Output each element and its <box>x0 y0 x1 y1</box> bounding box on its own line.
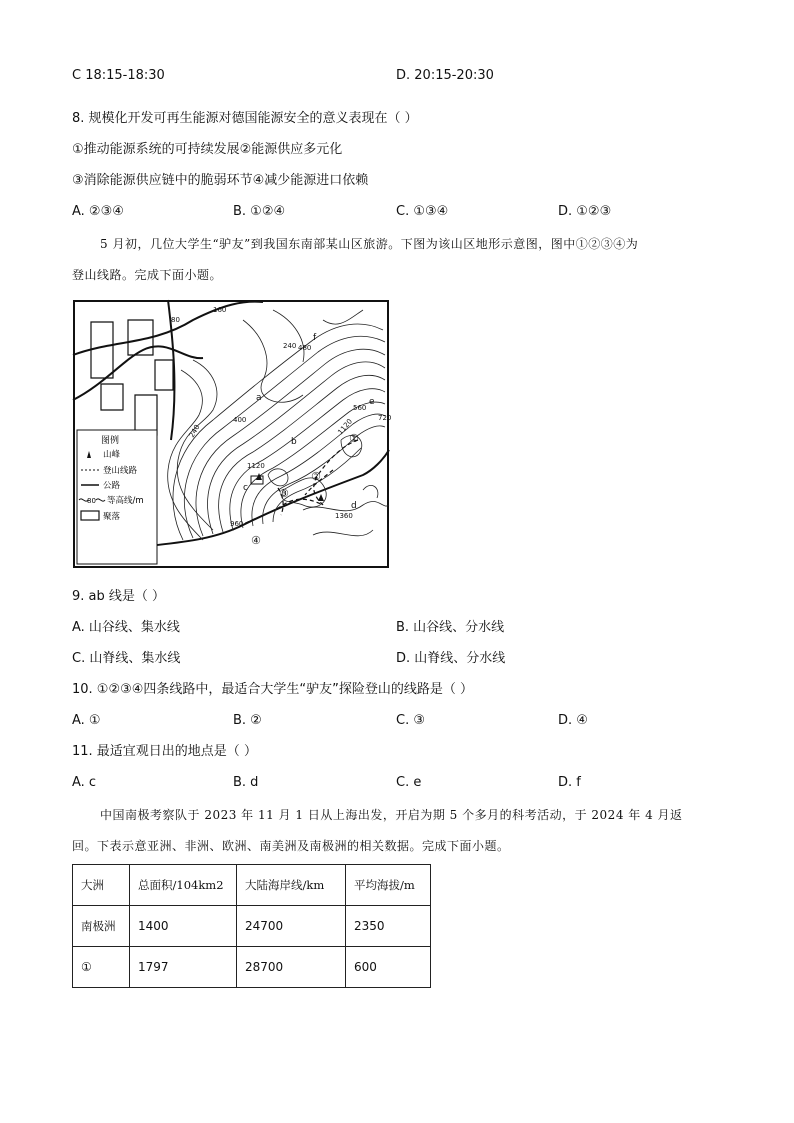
table-header-cell: 总面积/104km2 <box>130 865 237 906</box>
q9-stem: 9. ab 线是（ ） <box>72 589 166 604</box>
table-cell: 600 <box>346 947 431 988</box>
table-row <box>73 947 431 988</box>
svg-text:④: ④ <box>251 534 261 547</box>
svg-text:③: ③ <box>279 487 289 500</box>
q9-option-c: C. 山脊线、集水线 <box>72 651 181 666</box>
svg-text:1360: 1360 <box>335 512 353 520</box>
passage2-line1: 中国南极考察队于 2023 年 11 月 1 日从上海出发，开启为期 5 个多月的科考活动，于 2024 年 4 月返 <box>100 808 683 822</box>
table-header-cell: 平均海拔/m <box>346 865 431 906</box>
q8-option-c: C. ①③④ <box>396 204 449 219</box>
table-header-row <box>73 865 431 906</box>
table-header-cell: 大洲 <box>73 865 130 906</box>
legend-peak-label: 山峰 <box>103 450 121 460</box>
svg-text:e: e <box>369 397 375 407</box>
legend-settlement-label: 聚落 <box>103 512 121 522</box>
svg-text:1120: 1120 <box>247 462 265 470</box>
svg-text:①: ① <box>349 432 359 445</box>
table-row <box>73 906 431 947</box>
table-cell: 1400 <box>130 906 237 947</box>
legend-title: 图例 <box>101 436 120 446</box>
table-header-cell: 大陆海岸线/km <box>237 865 346 906</box>
q10-option-b: B. ② <box>233 713 262 728</box>
svg-text:1120: 1120 <box>336 417 354 437</box>
svg-text:a: a <box>256 393 262 403</box>
q11-stem: 11. 最适宜观日出的地点是（ ） <box>72 744 257 759</box>
svg-text:d: d <box>351 501 357 511</box>
q8-statement-line1: ①推动能源系统的可持续发展②能源供应多元化 <box>72 142 343 157</box>
passage2-line2: 回。下表示意亚洲、非洲、欧洲、南美洲及南极洲的相关数据。完成下面小题。 <box>72 839 510 853</box>
q10-stem: 10. ①②③④四条线路中，最适合大学生“驴友”探险登山的线路是（ ） <box>72 682 474 697</box>
q9-option-d: D. 山脊线、分水线 <box>396 651 506 666</box>
q11-option-b: B. d <box>233 775 259 790</box>
q8-option-d: D. ①②③ <box>558 204 612 219</box>
svg-text:480: 480 <box>298 344 312 352</box>
q11-option-c: C. e <box>396 775 422 790</box>
table-cell: 1797 <box>130 947 237 988</box>
q10-option-c: C. ③ <box>396 713 425 728</box>
legend-road-label: 公路 <box>103 481 121 491</box>
q8-stem: 8. 规模化开发可再生能源对德国能源安全的意义表现在（ ） <box>72 111 418 126</box>
q10-option-a: A. ① <box>72 713 101 728</box>
svg-text:80: 80 <box>87 497 96 505</box>
svg-text:400: 400 <box>233 416 247 424</box>
svg-text:160: 160 <box>213 306 227 314</box>
passage1-line1: 5 月初，几位大学生“驴友”到我国东南部某山区旅游。下图为该山区地形示意图，图中①②③④为 <box>100 237 639 251</box>
q9-option-b: B. 山谷线、分水线 <box>396 620 505 635</box>
q11-option-a: A. c <box>72 775 97 790</box>
q8-statement-line2: ③消除能源供应链中的脆弱环节④减少能源进口依赖 <box>72 173 369 188</box>
legend-contour-label: 等高线/m <box>107 496 144 506</box>
table-cell: 南极洲 <box>73 906 130 947</box>
legend-route-label: 登山线路 <box>103 466 138 476</box>
q11-option-d: D. f <box>558 775 581 790</box>
q10-option-d: D. ④ <box>558 713 588 728</box>
topographic-map <box>73 300 392 568</box>
svg-text:720: 720 <box>378 414 392 422</box>
q9-option-a: A. 山谷线、集水线 <box>72 620 180 635</box>
svg-text:240: 240 <box>283 342 297 350</box>
svg-text:80: 80 <box>171 316 180 324</box>
q7-option-c: C 18:15-18:30 <box>72 68 165 83</box>
svg-text:960: 960 <box>230 520 244 528</box>
svg-text:560: 560 <box>353 404 367 412</box>
table-cell: 28700 <box>237 947 346 988</box>
table-cell: ① <box>73 947 130 988</box>
q8-option-a: A. ②③④ <box>72 204 124 219</box>
q7-option-d: D. 20:15-20:30 <box>396 68 494 83</box>
svg-text:f: f <box>313 333 317 343</box>
map-legend <box>77 430 157 564</box>
continent-data-table <box>72 864 431 988</box>
passage1-line2: 登山线路。完成下面小题。 <box>72 268 223 282</box>
svg-text:240: 240 <box>187 423 202 439</box>
svg-text:b: b <box>291 437 297 447</box>
table-cell: 24700 <box>237 906 346 947</box>
svg-text:②: ② <box>311 470 321 483</box>
table-cell: 2350 <box>346 906 431 947</box>
q8-option-b: B. ①②④ <box>233 204 286 219</box>
svg-text:c: c <box>243 483 248 493</box>
